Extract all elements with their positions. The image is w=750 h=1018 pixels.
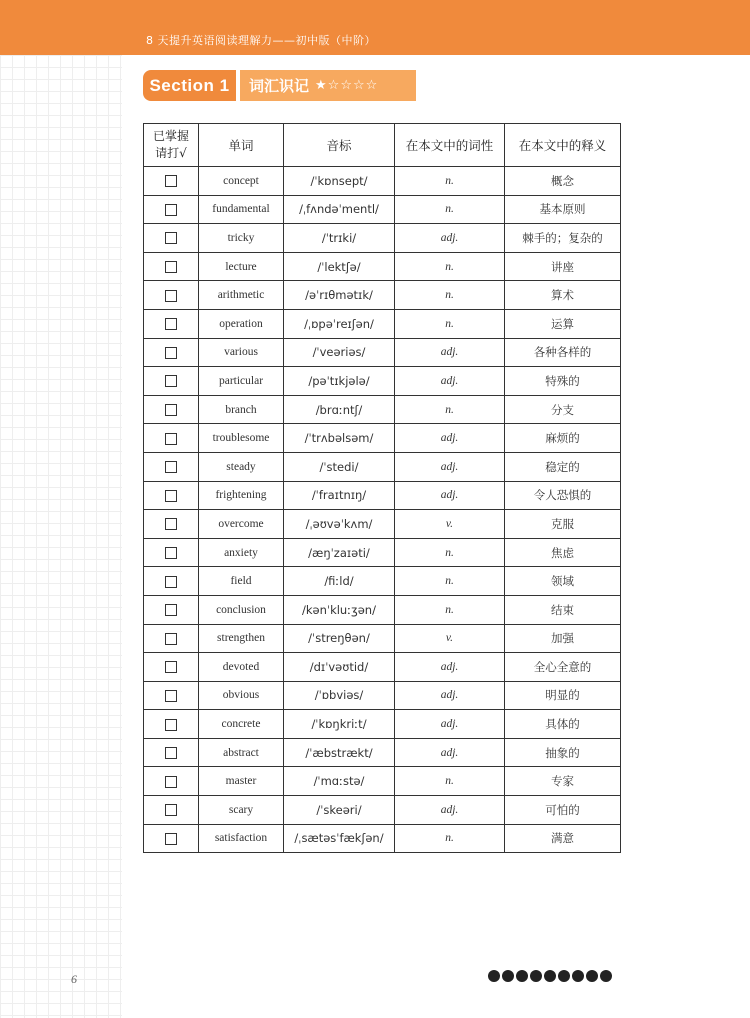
pos-cell: adj. [395,681,505,710]
footer-decor-icon [530,970,542,982]
header-pos: 在本文中的词性 [395,124,505,167]
mastered-checkbox-cell [144,338,199,367]
table-row [144,653,621,682]
mastered-checkbox[interactable] [165,690,177,702]
table-row [144,281,621,310]
phonetic-cell: /ˈstedi/ [284,452,395,481]
table-row [144,738,621,767]
table-header-row [144,124,621,167]
table-row [144,710,621,739]
word-cell: particular [199,367,284,396]
word-cell: concept [199,167,284,196]
pos-cell: v. [395,624,505,653]
mastered-checkbox-cell [144,252,199,281]
phonetic-cell: /ˈɒbviəs/ [284,681,395,710]
phonetic-cell: /ˈkɒŋkriːt/ [284,710,395,739]
mastered-checkbox[interactable] [165,747,177,759]
difficulty-stars: ★☆☆☆☆ [315,78,379,93]
table-row [144,681,621,710]
section-info [240,70,416,101]
word-cell: tricky [199,224,284,253]
word-cell: various [199,338,284,367]
pos-cell: adj. [395,653,505,682]
meaning-cell: 特殊的 [505,367,621,396]
meaning-cell: 稳定的 [505,452,621,481]
meaning-cell: 麻烦的 [505,424,621,453]
mastered-checkbox-cell [144,538,199,567]
mastered-checkbox[interactable] [165,318,177,330]
table-row [144,452,621,481]
header-phonetic: 音标 [284,124,395,167]
table-row [144,252,621,281]
phonetic-cell: /ˌfʌndəˈmentl/ [284,195,395,224]
section-name: 词汇识记 [249,77,310,95]
pos-cell: n. [395,538,505,567]
header-meaning: 在本文中的释义 [505,124,621,167]
mastered-checkbox-cell [144,681,199,710]
mastered-checkbox-cell [144,567,199,596]
mastered-checkbox-cell [144,624,199,653]
meaning-cell: 结束 [505,595,621,624]
meaning-cell: 分支 [505,395,621,424]
word-cell: branch [199,395,284,424]
meaning-cell: 令人恐惧的 [505,481,621,510]
word-cell: lecture [199,252,284,281]
phonetic-cell: /ˈæbstrækt/ [284,738,395,767]
pos-cell: n. [395,281,505,310]
phonetic-cell: /ˈskeəri/ [284,796,395,825]
word-cell: obvious [199,681,284,710]
meaning-cell: 加强 [505,624,621,653]
phonetic-cell: /əˈrɪθmətɪk/ [284,281,395,310]
mastered-checkbox[interactable] [165,547,177,559]
section-banner [143,70,416,101]
mastered-checkbox[interactable] [165,290,177,302]
table-row [144,481,621,510]
table-row [144,824,621,853]
mastered-checkbox[interactable] [165,461,177,473]
header-bar [0,0,750,55]
word-cell: abstract [199,738,284,767]
pos-cell: adj. [395,367,505,396]
mastered-checkbox-cell [144,281,199,310]
pos-cell: n. [395,767,505,796]
table-row [144,595,621,624]
phonetic-cell: /æŋˈzaɪəti/ [284,538,395,567]
phonetic-cell: /ˈlektʃə/ [284,252,395,281]
mastered-checkbox[interactable] [165,661,177,673]
mastered-checkbox-cell [144,595,199,624]
mastered-checkbox[interactable] [165,833,177,845]
mastered-checkbox-cell [144,167,199,196]
phonetic-cell: /kənˈkluːʒən/ [284,595,395,624]
mastered-checkbox[interactable] [165,776,177,788]
mastered-checkbox-cell [144,510,199,539]
phonetic-cell: /dɪˈvəʊtid/ [284,653,395,682]
meaning-cell: 专家 [505,767,621,796]
pos-cell: n. [395,252,505,281]
word-cell: field [199,567,284,596]
mastered-checkbox-cell [144,481,199,510]
vocabulary-body [144,167,621,853]
phonetic-cell: /pəˈtɪkjələ/ [284,367,395,396]
meaning-cell: 讲座 [505,252,621,281]
meaning-cell: 算术 [505,281,621,310]
table-row [144,424,621,453]
phonetic-cell: /ˈstreŋθən/ [284,624,395,653]
word-cell: troublesome [199,424,284,453]
phonetic-cell: /fiːld/ [284,567,395,596]
mastered-checkbox[interactable] [165,204,177,216]
mastered-checkbox[interactable] [165,576,177,588]
word-cell: steady [199,452,284,481]
meaning-cell: 克服 [505,510,621,539]
pos-cell: n. [395,824,505,853]
table-row [144,167,621,196]
table-row [144,309,621,338]
word-cell: operation [199,309,284,338]
footer-decor-icon [502,970,514,982]
mastered-checkbox-cell [144,738,199,767]
pos-cell: n. [395,567,505,596]
page-number: 6 [71,972,77,986]
word-cell: scary [199,796,284,825]
pos-cell: adj. [395,452,505,481]
pos-cell: n. [395,395,505,424]
table-row [144,367,621,396]
meaning-cell: 基本原则 [505,195,621,224]
table-row [144,510,621,539]
table-row [144,624,621,653]
mastered-checkbox[interactable] [165,232,177,244]
meaning-cell: 运算 [505,309,621,338]
table-row [144,395,621,424]
mastered-checkbox-cell [144,367,199,396]
word-cell: overcome [199,510,284,539]
table-row [144,796,621,825]
word-cell: arithmetic [199,281,284,310]
word-cell: master [199,767,284,796]
mastered-checkbox-cell [144,224,199,253]
pos-cell: adj. [395,738,505,767]
footer-icon-strip [488,970,612,982]
book-title: 8 天提升英语阅读理解力——初中版（中阶） [146,34,376,47]
pos-cell: adj. [395,338,505,367]
mastered-checkbox[interactable] [165,518,177,530]
meaning-cell: 棘手的；复杂的 [505,224,621,253]
mastered-checkbox[interactable] [165,347,177,359]
meaning-cell: 焦虑 [505,538,621,567]
mastered-checkbox-cell [144,767,199,796]
pos-cell: n. [395,309,505,338]
mastered-checkbox[interactable] [165,175,177,187]
pos-cell: n. [395,195,505,224]
footer-decor-icon [586,970,598,982]
mastered-checkbox-cell [144,653,199,682]
header-check: 已掌握 请打√ [144,124,199,167]
table-row [144,338,621,367]
footer-decor-icon [600,970,612,982]
phonetic-cell: /ˌɒpəˈreɪʃən/ [284,309,395,338]
mastered-checkbox-cell [144,710,199,739]
phonetic-cell: /ˌsætəsˈfækʃən/ [284,824,395,853]
mastered-checkbox-cell [144,824,199,853]
mastered-checkbox-cell [144,424,199,453]
meaning-cell: 各种各样的 [505,338,621,367]
mastered-checkbox-cell [144,452,199,481]
footer-decor-icon [488,970,500,982]
meaning-cell: 明显的 [505,681,621,710]
mastered-checkbox-cell [144,796,199,825]
word-cell: fundamental [199,195,284,224]
mastered-checkbox-cell [144,309,199,338]
meaning-cell: 具体的 [505,710,621,739]
phonetic-cell: /ˈtrɪki/ [284,224,395,253]
table-row [144,767,621,796]
pos-cell: adj. [395,424,505,453]
table-row [144,567,621,596]
word-cell: strengthen [199,624,284,653]
section-tag: Section 1 [143,70,236,101]
footer-decor-icon [558,970,570,982]
mastered-checkbox[interactable] [165,404,177,416]
phonetic-cell: /ˈtrʌbəlsəm/ [284,424,395,453]
meaning-cell: 领域 [505,567,621,596]
pos-cell: n. [395,167,505,196]
word-cell: frightening [199,481,284,510]
phonetic-cell: /ˌəʊvəˈkʌm/ [284,510,395,539]
mastered-checkbox[interactable] [165,633,177,645]
phonetic-cell: /brɑːntʃ/ [284,395,395,424]
mastered-checkbox[interactable] [165,375,177,387]
vocabulary-table [143,123,621,853]
phonetic-cell: /ˈmɑːstə/ [284,767,395,796]
word-cell: conclusion [199,595,284,624]
pos-cell: adj. [395,710,505,739]
pos-cell: adj. [395,796,505,825]
meaning-cell: 满意 [505,824,621,853]
word-cell: devoted [199,653,284,682]
phonetic-cell: /ˈfraɪtnɪŋ/ [284,481,395,510]
word-cell: concrete [199,710,284,739]
footer-decor-icon [516,970,528,982]
mastered-checkbox[interactable] [165,804,177,816]
table-row [144,195,621,224]
meaning-cell: 概念 [505,167,621,196]
footer-decor-icon [544,970,556,982]
pos-cell: n. [395,595,505,624]
mastered-checkbox[interactable] [165,490,177,502]
phonetic-cell: /ˈveəriəs/ [284,338,395,367]
mastered-checkbox[interactable] [165,604,177,616]
table-row [144,224,621,253]
pos-cell: adj. [395,224,505,253]
mastered-checkbox-cell [144,395,199,424]
footer-decor-icon [572,970,584,982]
meaning-cell: 抽象的 [505,738,621,767]
phonetic-cell: /ˈkɒnsept/ [284,167,395,196]
pos-cell: adj. [395,481,505,510]
mastered-checkbox[interactable] [165,261,177,273]
grid-background [0,55,122,1018]
mastered-checkbox-cell [144,195,199,224]
word-cell: anxiety [199,538,284,567]
pos-cell: v. [395,510,505,539]
meaning-cell: 全心全意的 [505,653,621,682]
word-cell: satisfaction [199,824,284,853]
mastered-checkbox[interactable] [165,433,177,445]
header-word: 单词 [199,124,284,167]
mastered-checkbox[interactable] [165,719,177,731]
table-row [144,538,621,567]
meaning-cell: 可怕的 [505,796,621,825]
